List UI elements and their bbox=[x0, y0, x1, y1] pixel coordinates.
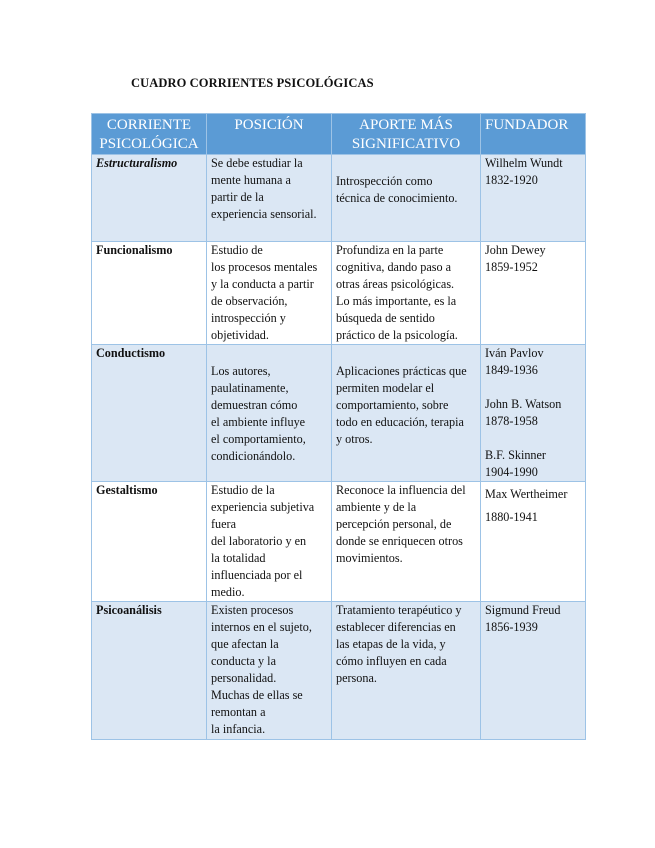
table-row bbox=[92, 345, 586, 482]
cell-corriente: Psicoanálisis bbox=[92, 602, 207, 740]
cell-corriente: Gestaltismo bbox=[92, 482, 207, 602]
cell-aporte: Profundiza en la parte cognitiva, dando paso a otras áreas psicológicas. Lo más importante, es la búsqueda de sentido práctico de la psicología. bbox=[332, 242, 481, 345]
cell-posicion: Estudio de la experiencia subjetiva fuera del laboratorio y en la totalidad influenciada por el medio. bbox=[207, 482, 332, 602]
cell-posicion: Los autores, paulatinamente, demuestran cómo el ambiente influye el comportamiento, condicionándolo. bbox=[207, 345, 332, 482]
cell-fundador: Wilhelm Wundt 1832-1920 bbox=[481, 155, 586, 242]
cell-fundador: Max Wertheimer 1880-1941 bbox=[481, 482, 586, 602]
cell-fundador: Iván Pavlov 1849-1936 John B. Watson 1878-1958 B.F. Skinner 1904-1990 bbox=[481, 345, 586, 482]
table-row bbox=[92, 602, 586, 740]
cell-aporte: Introspección como técnica de conocimiento. bbox=[332, 155, 481, 242]
document-title: CUADRO CORRIENTES PSICOLÓGICAS bbox=[131, 76, 374, 90]
cell-corriente: Estructuralismo bbox=[92, 155, 207, 242]
header-fundador: FUNDADOR bbox=[481, 114, 586, 155]
header-posicion: POSICIÓN bbox=[207, 114, 332, 155]
cell-posicion: Se debe estudiar la mente humana a partir de la experiencia sensorial. bbox=[207, 155, 332, 242]
cell-fundador: John Dewey 1859-1952 bbox=[481, 242, 586, 345]
table-row bbox=[92, 482, 586, 602]
psychology-currents-table bbox=[91, 113, 586, 740]
table-row bbox=[92, 155, 586, 242]
cell-corriente: Conductismo bbox=[92, 345, 207, 482]
header-corriente: CORRIENTE PSICOLÓGICA bbox=[92, 114, 207, 155]
cell-aporte: Aplicaciones prácticas que permiten modelar el comportamiento, sobre todo en educación, terapia y otros. bbox=[332, 345, 481, 482]
cell-posicion: Estudio de los procesos mentales y la conducta a partir de observación, introspección y objetividad. bbox=[207, 242, 332, 345]
cell-aporte: Reconoce la influencia del ambiente y de la percepción personal, de donde se enriquecen otros movimientos. bbox=[332, 482, 481, 602]
table-header-row bbox=[92, 114, 586, 155]
cell-posicion: Existen procesos internos en el sujeto, que afectan la conducta y la personalidad. Muchas de ellas se remontan a la infancia. bbox=[207, 602, 332, 740]
header-aporte: APORTE MÁS SIGNIFICATIVO bbox=[332, 114, 481, 155]
table-row bbox=[92, 242, 586, 345]
cell-fundador: Sigmund Freud 1856-1939 bbox=[481, 602, 586, 740]
cell-aporte: Tratamiento terapéutico y establecer diferencias en las etapas de la vida, y cómo influyen en cada persona. bbox=[332, 602, 481, 740]
cell-corriente: Funcionalismo bbox=[92, 242, 207, 345]
